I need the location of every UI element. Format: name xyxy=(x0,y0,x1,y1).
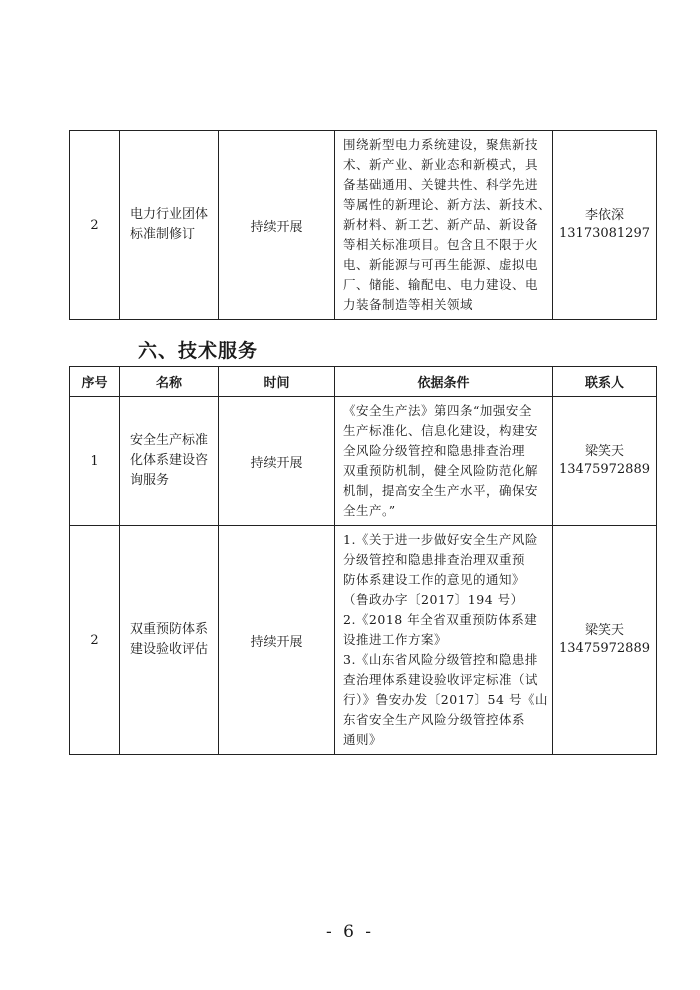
row-contact xyxy=(553,526,657,755)
table-row xyxy=(70,526,657,755)
section-title: 六、技术服务 xyxy=(138,340,259,362)
row-contact xyxy=(553,131,657,320)
row-name: 电力行业团体 标准制修订 xyxy=(120,131,219,320)
row-basis: 1.《关于进一步做好安全生产风险 分级管控和隐患排查治理双重预 防体系建设工作的意见的通知》 （鲁政办字〔2017〕194 号） 2.《2018 年全省双重预防体系建 设推进工作方案》 3.《山东省风险分级管控和隐患排 查治理体系建设验收评定标准（试 行）》鲁安办发〔2017〕54 号《山 东省安全生产风险分级管控体系 通则》 xyxy=(335,526,553,755)
row-time: 持续开展 xyxy=(219,397,335,526)
contact-name: 梁笑天 xyxy=(584,444,624,459)
table-header-row xyxy=(70,367,657,397)
contact-name: 梁笑天 xyxy=(584,623,624,638)
row-name: 安全生产标准 化体系建设咨 询服务 xyxy=(120,397,219,526)
table-row xyxy=(70,131,657,320)
header-basis: 依据条件 xyxy=(335,367,553,397)
page-number: - 6 - xyxy=(325,922,375,942)
contact-phone: 13475972889 xyxy=(559,641,650,656)
header-name: 名称 xyxy=(120,367,219,397)
row-basis: 围绕新型电力系统建设，聚焦新技 术、新产业、新业态和新模式，具 备基础通用、关键共性、科学先进 等属性的新理论、新方法、新技术、 新材料、新工艺、新产品、新设备 等相关标准项目。包含且不限于火 电、新能源与可再生能源、虚拟电 厂、储能、输配电、电力建设、电 力装备制造等相关领域 xyxy=(335,131,553,320)
row-time: 持续开展 xyxy=(219,526,335,755)
row-number: 1 xyxy=(70,397,120,526)
header-time: 时间 xyxy=(219,367,335,397)
row-number: 2 xyxy=(70,526,120,755)
contact-phone: 13475972889 xyxy=(559,462,650,477)
header-no: 序号 xyxy=(70,367,120,397)
services-table xyxy=(69,366,657,755)
table-row xyxy=(70,397,657,526)
header-contact: 联系人 xyxy=(553,367,657,397)
row-name: 双重预防体系 建设验收评估 xyxy=(120,526,219,755)
row-number: 2 xyxy=(70,131,120,320)
row-basis: 《安全生产法》第四条“加强安全 生产标准化、信息化建设，构建安 全风险分级管控和隐患排查治理 双重预防机制，健全风险防范化解 机制，提高安全生产水平，确保安 全生产。” xyxy=(335,397,553,526)
continued-table xyxy=(69,130,657,320)
contact-phone: 13173081297 xyxy=(559,226,650,241)
contact-name: 李依深 xyxy=(584,208,624,223)
row-contact xyxy=(553,397,657,526)
row-time: 持续开展 xyxy=(219,131,335,320)
